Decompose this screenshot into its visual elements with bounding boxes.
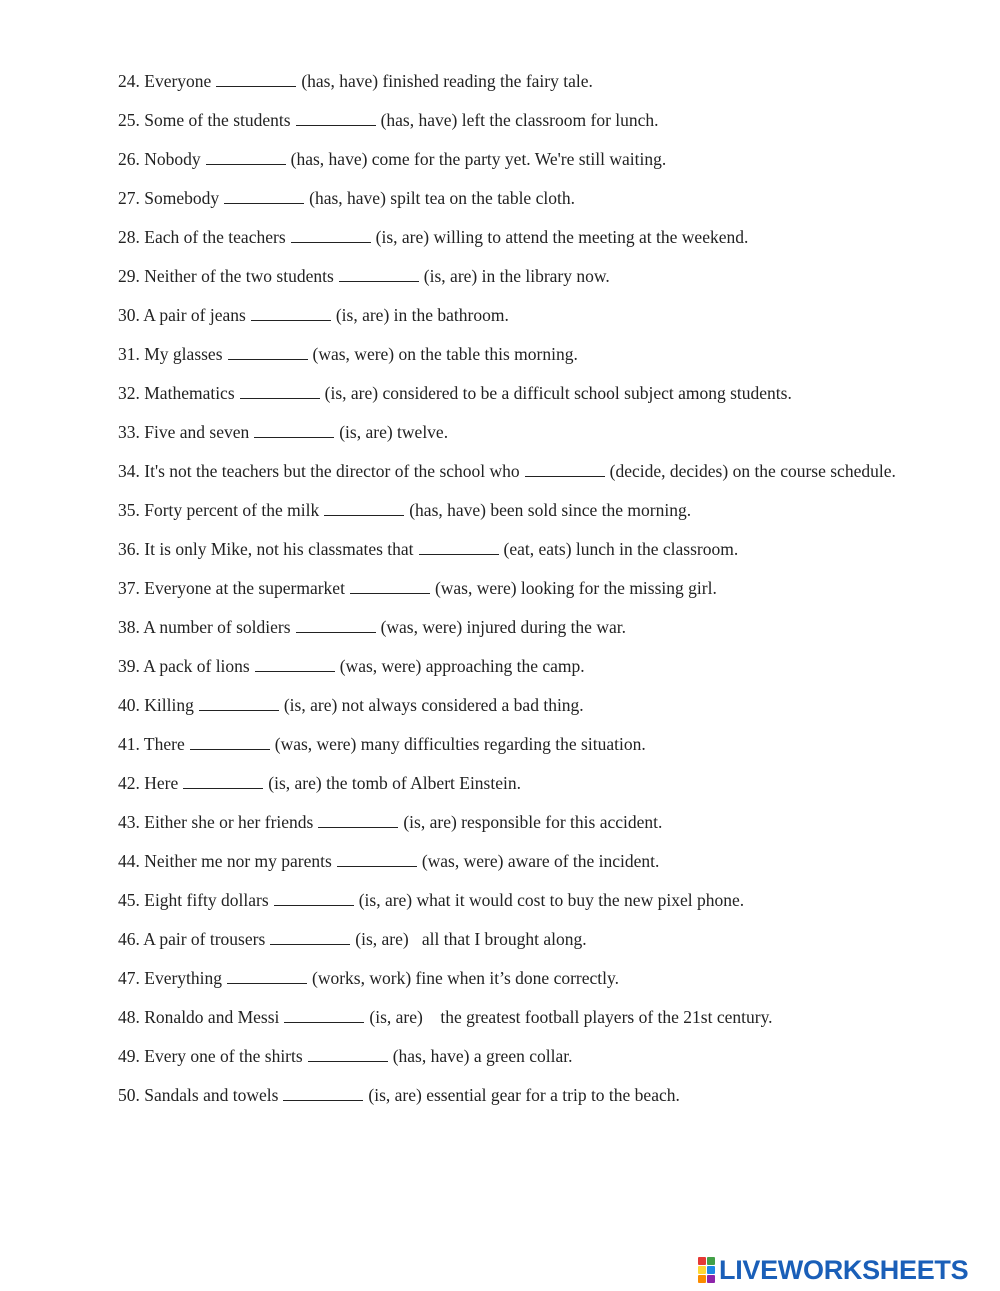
answer-blank[interactable]	[296, 614, 376, 633]
question-text-before: 37. Everyone at the supermarket	[118, 578, 345, 598]
question-text-after: (is, are) considered to be a difficult school subject among students.	[324, 383, 792, 403]
question-item	[118, 380, 918, 406]
question-item	[118, 1043, 918, 1069]
liveworksheets-logo-icon	[698, 1257, 715, 1283]
question-text-before: 34. It's not the teachers but the director of the school who	[118, 461, 520, 481]
answer-blank[interactable]	[228, 341, 308, 360]
question-text-before: 30. A pair of jeans	[118, 305, 246, 325]
question-text-before: 25. Some of the students	[118, 110, 291, 130]
question-item	[118, 809, 918, 835]
question-text-after: (decide, decides) on the course schedule.	[609, 461, 896, 481]
answer-blank[interactable]	[199, 692, 279, 711]
question-text-before: 39. A pack of lions	[118, 656, 250, 676]
answer-blank[interactable]	[284, 1004, 364, 1023]
question-text-before: 41. There	[118, 734, 185, 754]
question-item	[118, 926, 918, 952]
question-item	[118, 224, 918, 250]
answer-blank[interactable]	[339, 263, 419, 282]
question-list	[118, 68, 918, 1108]
question-text-after: (is, are) not always considered a bad thing.	[283, 695, 584, 715]
question-text-after: (was, were) aware of the incident.	[421, 851, 660, 871]
answer-blank[interactable]	[224, 185, 304, 204]
question-text-after: (is, are) in the bathroom.	[335, 305, 509, 325]
question-item	[118, 653, 918, 679]
question-item	[118, 731, 918, 757]
question-item	[118, 185, 918, 211]
answer-blank[interactable]	[419, 536, 499, 555]
question-item	[118, 107, 918, 133]
question-text-before: 27. Somebody	[118, 188, 220, 208]
question-item	[118, 263, 918, 289]
question-text-after: (is, are) in the library now.	[423, 266, 610, 286]
question-item	[118, 419, 918, 445]
question-text-after: (has, have) spilt tea on the table cloth.	[309, 188, 575, 208]
logo-square	[698, 1275, 706, 1283]
question-text-after: (works, work) fine when it’s done correctly.	[312, 968, 619, 988]
question-text-after: (has, have) finished reading the fairy tale.	[301, 71, 593, 91]
answer-blank[interactable]	[251, 302, 331, 321]
question-text-before: 26. Nobody	[118, 149, 201, 169]
question-text-before: 49. Every one of the shirts	[118, 1046, 303, 1066]
answer-blank[interactable]	[216, 68, 296, 87]
answer-blank[interactable]	[183, 770, 263, 789]
question-item	[118, 302, 918, 328]
answer-blank[interactable]	[227, 965, 307, 984]
question-text-before: 32. Mathematics	[118, 383, 235, 403]
question-text-after: (is, are) responsible for this accident.	[403, 812, 663, 832]
question-text-before: 43. Either she or her friends	[118, 812, 314, 832]
logo-square	[698, 1266, 706, 1274]
answer-blank[interactable]	[308, 1043, 388, 1062]
question-text-before: 29. Neither of the two students	[118, 266, 334, 286]
question-item	[118, 848, 918, 874]
logo-square	[707, 1275, 715, 1283]
answer-blank[interactable]	[350, 575, 430, 594]
question-text-before: 35. Forty percent of the milk	[118, 500, 320, 520]
question-text-after: (is, are) essential gear for a trip to the beach.	[368, 1085, 680, 1105]
question-text-after: (was, were) on the table this morning.	[312, 344, 578, 364]
question-item	[118, 341, 918, 367]
question-text-after: (has, have) a green collar.	[392, 1046, 573, 1066]
logo-square	[707, 1257, 715, 1265]
answer-blank[interactable]	[255, 653, 335, 672]
answer-blank[interactable]	[270, 926, 350, 945]
answer-blank[interactable]	[240, 380, 320, 399]
question-text-before: 50. Sandals and towels	[118, 1085, 279, 1105]
question-text-after: (was, were) approaching the camp.	[339, 656, 585, 676]
question-text-before: 33. Five and seven	[118, 422, 250, 442]
question-item	[118, 1082, 918, 1108]
answer-blank[interactable]	[324, 497, 404, 516]
question-text-before: 47. Everything	[118, 968, 223, 988]
answer-blank[interactable]	[274, 887, 354, 906]
question-item	[118, 458, 918, 484]
question-text-before: 44. Neither me nor my parents	[118, 851, 332, 871]
question-text-after: (was, were) looking for the missing girl.	[434, 578, 717, 598]
question-item	[118, 887, 918, 913]
answer-blank[interactable]	[525, 458, 605, 477]
question-text-after: (is, are) twelve.	[339, 422, 449, 442]
question-text-before: 28. Each of the teachers	[118, 227, 286, 247]
question-text-before: 46. A pair of trousers	[118, 929, 266, 949]
question-item	[118, 770, 918, 796]
question-item	[118, 965, 918, 991]
answer-blank[interactable]	[190, 731, 270, 750]
question-item	[118, 146, 918, 172]
question-item	[118, 536, 918, 562]
question-text-before: 24. Everyone	[118, 71, 212, 91]
question-text-after: (was, were) injured during the war.	[380, 617, 626, 637]
answer-blank[interactable]	[254, 419, 334, 438]
question-item	[118, 575, 918, 601]
question-text-before: 31. My glasses	[118, 344, 223, 364]
brand-name: LIVEWORKSHEETS	[719, 1254, 969, 1285]
question-text-after: (has, have) been sold since the morning.	[409, 500, 692, 520]
question-text-after: (is, are) what it would cost to buy the new pixel phone.	[358, 890, 745, 910]
question-item	[118, 1004, 918, 1030]
question-text-after: (is, are) the tomb of Albert Einstein.	[268, 773, 521, 793]
question-text-before: 45. Eight fifty dollars	[118, 890, 269, 910]
question-text-before: 48. Ronaldo and Messi	[118, 1007, 280, 1027]
answer-blank[interactable]	[296, 107, 376, 126]
question-text-before: 36. It is only Mike, not his classmates that	[118, 539, 414, 559]
question-text-after: (is, are) the greatest football players of the 21st century.	[369, 1007, 773, 1027]
question-item	[118, 68, 918, 94]
answer-blank[interactable]	[283, 1082, 363, 1101]
question-text-after: (is, are) willing to attend the meeting at the weekend.	[375, 227, 749, 247]
answer-blank[interactable]	[206, 146, 286, 165]
liveworksheets-logo	[698, 1252, 968, 1288]
question-text-before: 38. A number of soldiers	[118, 617, 291, 637]
question-text-before: 40. Killing	[118, 695, 194, 715]
logo-square	[698, 1257, 706, 1265]
answer-blank[interactable]	[337, 848, 417, 867]
question-item	[118, 692, 918, 718]
worksheet	[118, 68, 918, 1121]
answer-blank[interactable]	[291, 224, 371, 243]
question-item	[118, 497, 918, 523]
question-text-after: (eat, eats) lunch in the classroom.	[503, 539, 739, 559]
question-text-after: (has, have) left the classroom for lunch.	[380, 110, 659, 130]
question-item	[118, 614, 918, 640]
question-text-after: (is, are) all that I brought along.	[355, 929, 587, 949]
logo-square	[707, 1266, 715, 1274]
question-text-before: 42. Here	[118, 773, 179, 793]
question-text-after: (has, have) come for the party yet. We're still waiting.	[290, 149, 667, 169]
answer-blank[interactable]	[318, 809, 398, 828]
question-text-after: (was, were) many difficulties regarding the situation.	[274, 734, 646, 754]
